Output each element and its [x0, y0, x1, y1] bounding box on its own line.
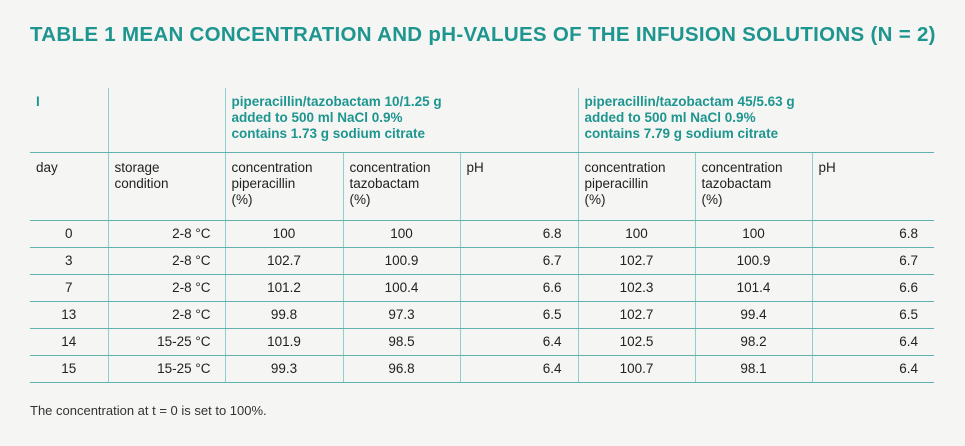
cell-a-tazobactam: 96.8 [343, 356, 460, 383]
cell-a-piperacillin: 101.9 [225, 329, 343, 356]
cell-a-ph: 6.6 [460, 275, 578, 302]
cell-a-tazobactam: 100.4 [343, 275, 460, 302]
cell-a-tazobactam: 98.5 [343, 329, 460, 356]
table-row [30, 275, 934, 302]
cell-b-ph: 6.5 [812, 302, 934, 329]
cell-storage: 2-8 °C [108, 275, 225, 302]
table-row [30, 221, 934, 248]
cell-a-piperacillin: 102.7 [225, 248, 343, 275]
header-a-ph: pH [460, 153, 578, 221]
corner-label: I [30, 88, 108, 153]
cell-b-piperacillin: 102.5 [578, 329, 695, 356]
cell-a-ph: 6.5 [460, 302, 578, 329]
table-row [30, 329, 934, 356]
cell-b-tazobactam: 100.9 [695, 248, 812, 275]
header-b-piperacillin: concentration piperacillin (%) [578, 153, 695, 221]
cell-day: 3 [30, 248, 108, 275]
cell-storage: 2-8 °C [108, 248, 225, 275]
header-b-ph: pH [812, 153, 934, 221]
group-header-row [30, 88, 934, 153]
cell-a-piperacillin: 99.8 [225, 302, 343, 329]
cell-b-piperacillin: 102.7 [578, 302, 695, 329]
cell-b-tazobactam: 100 [695, 221, 812, 248]
cell-storage: 15-25 °C [108, 356, 225, 383]
cell-b-ph: 6.4 [812, 356, 934, 383]
cell-a-ph: 6.4 [460, 356, 578, 383]
group-a-header: piperacillin/tazobactam 10/1.25 g added to 500 ml NaCl 0.9% contains 1.73 g sodium citrate [225, 88, 578, 153]
cell-b-tazobactam: 101.4 [695, 275, 812, 302]
header-a-tazobactam: concentration tazobactam (%) [343, 153, 460, 221]
cell-a-ph: 6.7 [460, 248, 578, 275]
group-b-header: piperacillin/tazobactam 45/5.63 g added to 500 ml NaCl 0.9% contains 7.79 g sodium citrate [578, 88, 934, 153]
cell-b-piperacillin: 100 [578, 221, 695, 248]
footnote: The concentration at t = 0 is set to 100%. [30, 403, 267, 418]
cell-day: 15 [30, 356, 108, 383]
cell-day: 14 [30, 329, 108, 356]
cell-day: 0 [30, 221, 108, 248]
header-storage: storage condition [108, 153, 225, 221]
cell-storage: 2-8 °C [108, 302, 225, 329]
cell-a-tazobactam: 100 [343, 221, 460, 248]
cell-b-ph: 6.7 [812, 248, 934, 275]
cell-a-ph: 6.8 [460, 221, 578, 248]
cell-a-piperacillin: 99.3 [225, 356, 343, 383]
cell-day: 13 [30, 302, 108, 329]
cell-day: 7 [30, 275, 108, 302]
cell-b-ph: 6.6 [812, 275, 934, 302]
table-row [30, 356, 934, 383]
cell-storage: 15-25 °C [108, 329, 225, 356]
cell-b-piperacillin: 100.7 [578, 356, 695, 383]
cell-a-piperacillin: 100 [225, 221, 343, 248]
cell-a-piperacillin: 101.2 [225, 275, 343, 302]
column-header-row [30, 153, 934, 221]
cell-storage: 2-8 °C [108, 221, 225, 248]
cell-a-tazobactam: 100.9 [343, 248, 460, 275]
table-row [30, 302, 934, 329]
data-table [30, 88, 934, 383]
cell-b-tazobactam: 98.2 [695, 329, 812, 356]
header-a-piperacillin: concentration piperacillin (%) [225, 153, 343, 221]
cell-b-tazobactam: 98.1 [695, 356, 812, 383]
cell-b-tazobactam: 99.4 [695, 302, 812, 329]
table-title: TABLE 1 MEAN CONCENTRATION AND pH-VALUES OF THE INFUSION SOLUTIONS (N = 2) [30, 23, 936, 46]
cell-b-piperacillin: 102.3 [578, 275, 695, 302]
cell-b-ph: 6.4 [812, 329, 934, 356]
cell-b-piperacillin: 102.7 [578, 248, 695, 275]
header-b-tazobactam: concentration tazobactam (%) [695, 153, 812, 221]
table-row [30, 248, 934, 275]
cell-a-ph: 6.4 [460, 329, 578, 356]
header-day: day [30, 153, 108, 221]
cell-b-ph: 6.8 [812, 221, 934, 248]
cell-a-tazobactam: 97.3 [343, 302, 460, 329]
